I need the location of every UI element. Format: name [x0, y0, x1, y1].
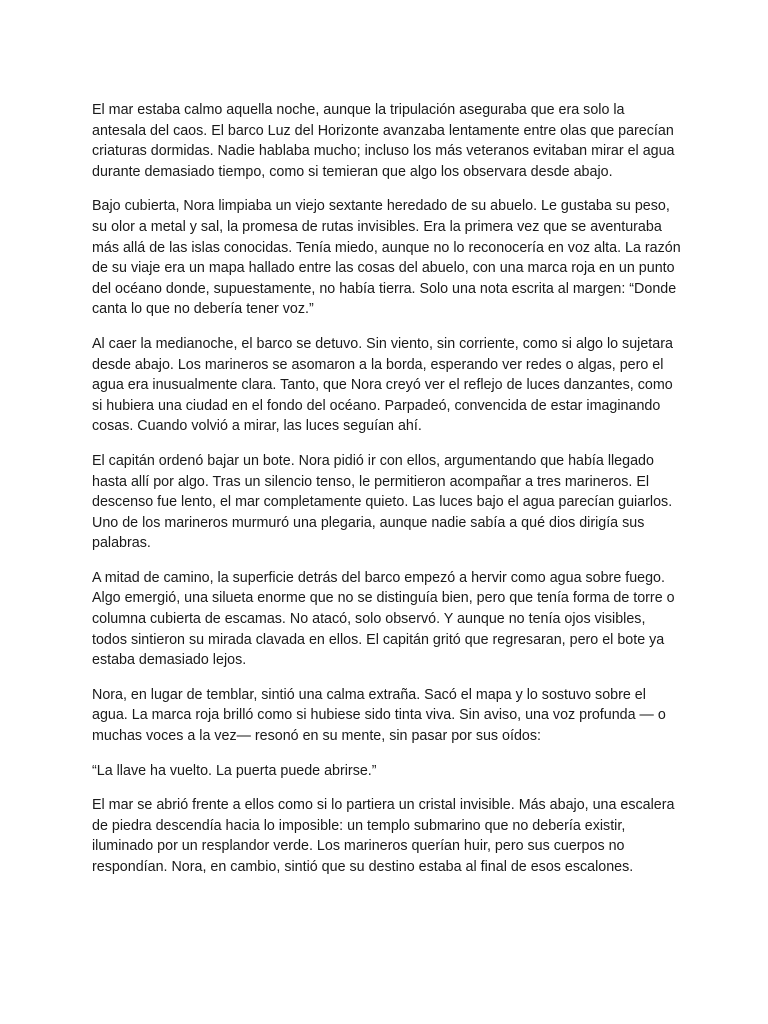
document-body — [92, 100, 682, 892]
paragraph-2: Bajo cubierta, Nora limpiaba un viejo sextante heredado de su abuelo. Le gustaba su peso, su olor a metal y sal, la promesa de rutas invisibles. Era la primera vez que se aventuraba más allá de las islas conocidas. Tenía miedo, aunque no lo reconocería en voz alta. La razón de su viaje era un mapa hallado entre las cosas del abuelo, con una marca roja en un punto del océano donde, supuestamente, no había tierra. Solo una nota escrita al margen: “Donde canta lo que no debería tener voz.” — [92, 198, 681, 318]
paragraph-1: El mar estaba calmo aquella noche, aunque la tripulación aseguraba que era solo la antesala del caos. El barco Luz del Horizonte avanzaba lentamente entre olas que parecían criaturas dormidas. Nadie hablaba mucho; incluso los más veteranos evitaban mirar el agua durante demasiado tiempo, como si temieran que algo los observara desde abajo. — [92, 102, 675, 180]
paragraph-4: El capitán ordenó bajar un bote. Nora pidió ir con ellos, argumentando que había llegado hasta allí por algo. Tras un silencio tenso, le permitieron acompañar a tres marineros. El descenso fue lento, el mar completamente quieto. Las luces bajo el agua parecían guiarlos. Uno de los marineros murmuró una plegaria, aunque nadie sabía a qué dios dirigía sus palabras. — [92, 452, 673, 552]
paragraph-3: Al caer la medianoche, el barco se detuvo. Sin viento, sin corriente, como si algo lo sujetara desde abajo. Los marineros se asomaron a la borda, esperando ver redes o algas, pero el agua era inusualmente clara. Tanto, que Nora creyó ver el reflejo de luces danzantes, como si hubiera una ciudad en el fondo del océano. Parpadeó, convencida de estar imaginando cosas. Cuando volvió a mirar, las luces seguían ahí. — [92, 335, 673, 435]
paragraph-6: Nora, en lugar de temblar, sintió una calma extraña. Sacó el mapa y lo sostuvo sobre el agua. La marca roja brilló como si hubiese sido tinta viva. Sin aviso, una voz profunda — o muchas voces a la vez— resonó en su mente, sin pasar por sus oídos: — [92, 686, 666, 745]
paragraph-8: El mar se abrió frente a ellos como si lo partiera un cristal invisible. Más abajo, una escalera de piedra descendía hacia lo imposible: un templo submarino que no debería existir, iluminado por un resplandor verde. Los marineros querían huir, pero sus cuerpos no respondían. Nora, en cambio, sintió que su destino estaba al final de esos escalones. — [92, 797, 675, 875]
paragraph-5: A mitad de camino, la superficie detrás del barco empezó a hervir como agua sobre fuego. Algo emergió, una silueta enorme que no se distinguía bien, pero que tenía forma de torre o columna cubierta de escamas. No atacó, solo observó. Y aunque no tenía ojos visibles, todos sintieron su mirada clavada en ellos. El capitán gritó que regresaran, pero el bote ya estaba demasiado lejos. — [92, 569, 675, 669]
paragraph-7-quote: “La llave ha vuelto. La puerta puede abrirse.” — [92, 762, 377, 779]
